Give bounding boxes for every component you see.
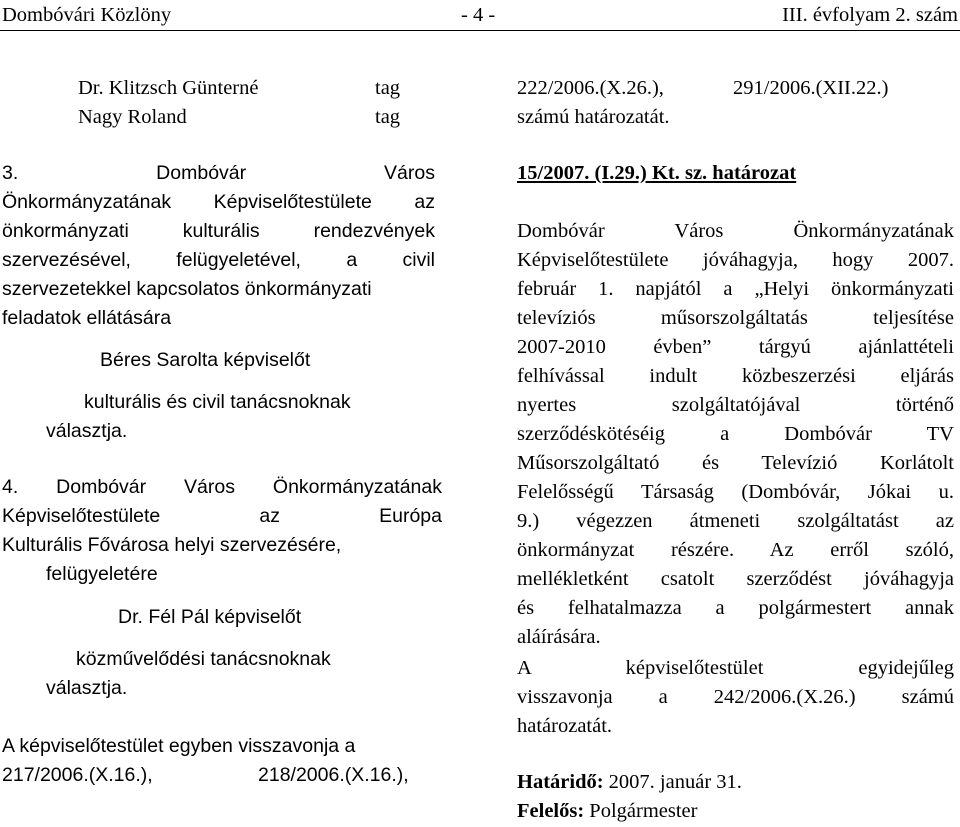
decision-body-line: aláírására. bbox=[517, 626, 601, 648]
member-role: tag bbox=[375, 106, 401, 128]
item4-end: választja. bbox=[46, 677, 128, 699]
responsible-label: Felelős: bbox=[517, 800, 585, 822]
revoke-ref: 218/2006.(X.16.), bbox=[258, 764, 409, 786]
item3-person: Béres Sarolta képviselőt bbox=[100, 349, 311, 371]
decision-title: 15/2007. (I.29.) Kt. sz. határozat bbox=[517, 162, 797, 184]
item4-line: felügyeletére bbox=[46, 563, 158, 585]
item3-end: választja. bbox=[46, 420, 128, 442]
item4-line: Képviselőtestülete az Európa bbox=[2, 505, 442, 527]
decision-body-line: 2007-2010 évben” tárgyú ajánlattételi bbox=[517, 336, 954, 358]
item3-line: szervezetekkel kapcsolatos önkormányzati bbox=[2, 278, 372, 300]
item3-line: feladatok ellátására bbox=[2, 307, 172, 329]
item3-role: kulturális és civil tanácsnoknak bbox=[84, 391, 351, 413]
decision-body-line: Dombóvár Város Önkormányzatának bbox=[517, 220, 954, 242]
publication-name: Dombóvári Közlöny bbox=[2, 4, 172, 26]
decision-body-line: televíziós műsorszolgáltatás teljesítése bbox=[517, 307, 954, 329]
item4-line: Kulturális Fővárosa helyi szervezésére, bbox=[2, 534, 342, 556]
item3-line: önkormányzati kulturális rendezvények bbox=[2, 220, 435, 242]
decision-body-line: mellékletként csatolt szerződést jóváhagyja bbox=[517, 568, 954, 590]
item3-line: 3. Dombóvár Város bbox=[2, 162, 435, 184]
decision-body-line: Képviselőtestülete jóváhagyja, hogy 2007. bbox=[517, 249, 954, 271]
revoke-line: határozatát. bbox=[517, 715, 613, 737]
volume-issue: III. évfolyam 2. szám bbox=[782, 4, 958, 26]
decision-body-line: önkormányzat részére. Az erről szóló, bbox=[517, 539, 954, 561]
page-number: - 4 - bbox=[461, 4, 496, 26]
page-header bbox=[0, 0, 960, 31]
decision-body-line: Felelősségű Társaság (Dombóvár, Jókai u. bbox=[517, 481, 954, 503]
decision-body-line: és felhatalmazza a polgármestert annak bbox=[517, 597, 954, 619]
revoke-line: A képviselőtestület egyidejűleg bbox=[517, 657, 954, 679]
deadline bbox=[517, 768, 742, 797]
deadline-value: 2007. január 31. bbox=[603, 771, 742, 793]
responsible-value: Polgármester bbox=[584, 800, 698, 822]
decision-body-line: nyertes szolgáltatójával történő bbox=[517, 394, 954, 416]
decision-body-line: február 1. napjától a „Helyi önkormányzati bbox=[517, 278, 954, 300]
continued-text: számú határozatát. bbox=[517, 106, 670, 128]
item4-role: közművelődési tanácsnoknak bbox=[76, 648, 331, 670]
revoke-ref: 217/2006.(X.16.), bbox=[2, 764, 153, 786]
item4-person: Dr. Fél Pál képviselőt bbox=[118, 606, 302, 628]
member-role: tag bbox=[375, 77, 401, 99]
decision-body-line: szerződéskötéséig a Dombóvár TV bbox=[517, 423, 954, 445]
continued-ref: 291/2006.(XII.22.) bbox=[733, 77, 889, 99]
continued-ref: 222/2006.(X.26.), bbox=[517, 77, 664, 99]
deadline-label: Határidő: bbox=[517, 771, 604, 793]
responsible bbox=[517, 797, 697, 826]
item3-line: szervezésével, felügyeletével, a civil bbox=[2, 249, 435, 271]
decision-body-line: 9.) végezzen átmeneti szolgáltatást az bbox=[517, 510, 954, 532]
item3-line: Önkormányzatának Képviselőtestülete az bbox=[2, 191, 435, 213]
member-name: Dr. Klitzsch Günterné bbox=[78, 77, 259, 99]
revoke-line: A képviselőtestület egyben visszavonja a bbox=[2, 735, 356, 757]
decision-body-line: Műsorszolgáltató és Televízió Korlátolt bbox=[517, 452, 954, 474]
item4-line: 4. Dombóvár Város Önkormányzatának bbox=[2, 476, 442, 498]
member-name: Nagy Roland bbox=[78, 106, 187, 128]
revoke-line: visszavonja a 242/2006.(X.26.) számú bbox=[517, 686, 954, 708]
decision-body-line: felhívással indult közbeszerzési eljárás bbox=[517, 365, 954, 387]
